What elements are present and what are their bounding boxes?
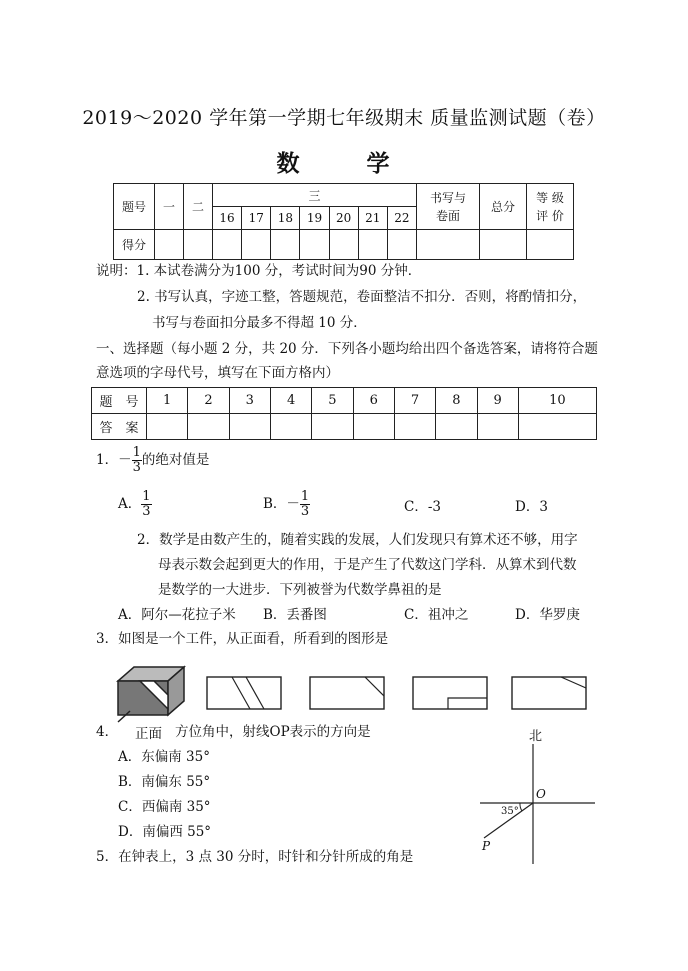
answer-cell[interactable] xyxy=(270,414,311,440)
angle-arc xyxy=(520,803,522,811)
q1-stem xyxy=(96,446,209,475)
score-cell[interactable] xyxy=(213,230,242,260)
score-cell[interactable] xyxy=(480,230,527,260)
answer-cell[interactable] xyxy=(477,414,518,440)
direction-diagram xyxy=(470,726,600,866)
q2-option-b: B．丢番图 xyxy=(263,607,327,623)
q5-stem: 5．在钟表上，3 点 30 分时，时针和分针所成的角是 xyxy=(96,849,414,865)
q1-b-fraction xyxy=(300,490,310,519)
score-cell[interactable] xyxy=(300,230,329,260)
option-c-notch xyxy=(448,698,487,709)
q2-line3: 是数学的一大进步．下列被誉为代数学鼻祖的是 xyxy=(158,582,442,598)
score-subcol: 19 xyxy=(300,207,329,230)
answer-table xyxy=(91,387,597,440)
q4-stem: 方位角中，射线OP表示的方向是 xyxy=(175,724,371,740)
q4-option-d: D．南偏西 55° xyxy=(118,824,212,840)
answer-cell[interactable] xyxy=(353,414,394,440)
q1-fraction xyxy=(132,446,142,475)
section1-line2: 意选项的字母代号，填写在下面方格内） xyxy=(96,365,339,381)
option-a-line1 xyxy=(232,677,250,709)
option-b-rect xyxy=(310,677,384,709)
q1-option-c: C．-3 xyxy=(404,499,441,515)
answer-cell[interactable] xyxy=(229,414,270,440)
answer-num: 1 xyxy=(147,388,188,414)
score-header-grade-line1: 等 级 xyxy=(536,190,564,205)
q3-option-a-figure[interactable] xyxy=(206,676,282,710)
score-header-tihao: 题号 xyxy=(114,184,155,230)
answer-num: 10 xyxy=(518,388,596,414)
score-cell[interactable] xyxy=(358,230,387,260)
score-cell[interactable] xyxy=(329,230,358,260)
label-o: O xyxy=(536,787,546,801)
q3-option-c-figure[interactable] xyxy=(412,676,488,710)
option-a-rect xyxy=(207,677,281,709)
q2-line1: 2．数学是由数产生的，随着实践的发展，人们发现只有算术还不够，用字 xyxy=(137,532,578,548)
q4-option-a: A．东偏南 35° xyxy=(118,749,210,765)
score-subcol: 21 xyxy=(358,207,387,230)
option-d-rect xyxy=(512,677,586,709)
q3-option-b-figure[interactable] xyxy=(309,676,385,710)
score-cell[interactable] xyxy=(527,230,574,260)
q1-a-fraction xyxy=(141,490,151,519)
score-cell[interactable] xyxy=(417,230,480,260)
answer-cell[interactable] xyxy=(436,414,477,440)
q2-option-c: C．祖冲之 xyxy=(404,607,469,623)
score-header-writing xyxy=(417,184,480,230)
subject-title: 数 学 xyxy=(276,150,412,177)
answer-cell[interactable] xyxy=(312,414,353,440)
score-subcol: 16 xyxy=(213,207,242,230)
q1-b-den: 3 xyxy=(300,504,310,519)
q1-option-a xyxy=(118,490,152,519)
note-2: 2. 书写认真，字迹工整，答题规范，卷面整洁不扣分．否则，将酌情扣分， xyxy=(137,289,587,305)
answer-num: 8 xyxy=(436,388,477,414)
answer-num: 2 xyxy=(188,388,229,414)
score-header-grade-line2: 评 价 xyxy=(536,208,564,223)
score-subcol: 17 xyxy=(242,207,271,230)
q4-number: 4． xyxy=(96,724,119,740)
score-subcol: 18 xyxy=(271,207,300,230)
exam-title: 2019～2020 学年第一学期七年级期末 质量监测试题（卷） xyxy=(82,107,606,129)
score-header-total: 总分 xyxy=(480,184,527,230)
label-p: P xyxy=(482,839,491,853)
option-d-line xyxy=(561,677,586,688)
score-subcol: 22 xyxy=(387,207,416,230)
answer-num: 9 xyxy=(477,388,518,414)
q3-stem: 3．如图是一个工件，从正面看，所看到的图形是 xyxy=(96,631,389,647)
answer-num: 5 xyxy=(312,388,353,414)
answer-num: 3 xyxy=(229,388,270,414)
label-north: 北 xyxy=(529,729,543,744)
option-c-rect xyxy=(413,677,487,709)
workpiece-figure xyxy=(110,661,190,723)
score-cell[interactable] xyxy=(271,230,300,260)
q1-option-b xyxy=(263,490,310,519)
q1-option-d: D．3 xyxy=(515,499,548,515)
score-header-two: 二 xyxy=(184,184,213,230)
answer-cell[interactable] xyxy=(188,414,229,440)
note-1: 说明：1. 本试卷满分为100 分，考试时间为90 分钟． xyxy=(96,263,422,279)
q4-option-c: C．西偏南 35° xyxy=(118,799,211,815)
score-subcol: 20 xyxy=(329,207,358,230)
score-header-three: 三 xyxy=(213,184,417,207)
q1-a-den: 3 xyxy=(142,504,151,519)
score-cell[interactable] xyxy=(184,230,213,260)
score-cell[interactable] xyxy=(387,230,416,260)
section1-line1: 一、选择题（每小题 2 分，共 20 分．下列各小题均给出四个备选答案，请将符合题 xyxy=(96,341,598,357)
score-header-one: 一 xyxy=(155,184,184,230)
score-header-writing-line2: 卷面 xyxy=(435,208,460,223)
score-cell[interactable] xyxy=(242,230,271,260)
answer-header-daan: 答 案 xyxy=(92,414,147,440)
option-a-line2 xyxy=(246,677,264,709)
label-angle: 35° xyxy=(501,806,519,817)
q1-b-label: B．－ xyxy=(263,496,300,512)
score-header-grade xyxy=(527,184,574,230)
q1-frac-num: 1 xyxy=(132,445,141,460)
answer-num: 7 xyxy=(394,388,435,414)
q1-a-label: A． xyxy=(118,496,142,512)
q1-prefix: 1．－ xyxy=(96,452,132,468)
q3-option-d-figure[interactable] xyxy=(511,676,587,710)
score-table xyxy=(113,183,574,260)
answer-header-tihao: 题 号 xyxy=(92,388,147,414)
answer-num: 4 xyxy=(270,388,311,414)
q4-option-b: B．南偏东 55° xyxy=(118,774,211,790)
note-3: 书写与卷面扣分最多不得超 10 分． xyxy=(152,315,367,331)
front-label: 正面 xyxy=(133,724,164,745)
q2-option-a: A．阿尔—花拉子米 xyxy=(118,607,236,623)
answer-num: 6 xyxy=(353,388,394,414)
q1-a-num: 1 xyxy=(142,489,151,504)
answer-cell[interactable] xyxy=(394,414,435,440)
q2-line2: 母表示数会起到更大的作用，于是产生了代数这门学科．从算术到代数 xyxy=(158,557,577,573)
score-row-defen: 得分 xyxy=(114,230,155,260)
q1-b-num: 1 xyxy=(300,489,310,504)
q2-option-d: D．华罗庚 xyxy=(515,607,580,623)
score-cell[interactable] xyxy=(155,230,184,260)
score-header-writing-line1: 书写与 xyxy=(429,190,466,205)
answer-cell[interactable] xyxy=(147,414,188,440)
q1-frac-den: 3 xyxy=(132,460,141,475)
answer-cell[interactable] xyxy=(518,414,596,440)
q1-suffix: 的绝对值是 xyxy=(141,452,210,468)
option-b-line xyxy=(365,677,384,696)
